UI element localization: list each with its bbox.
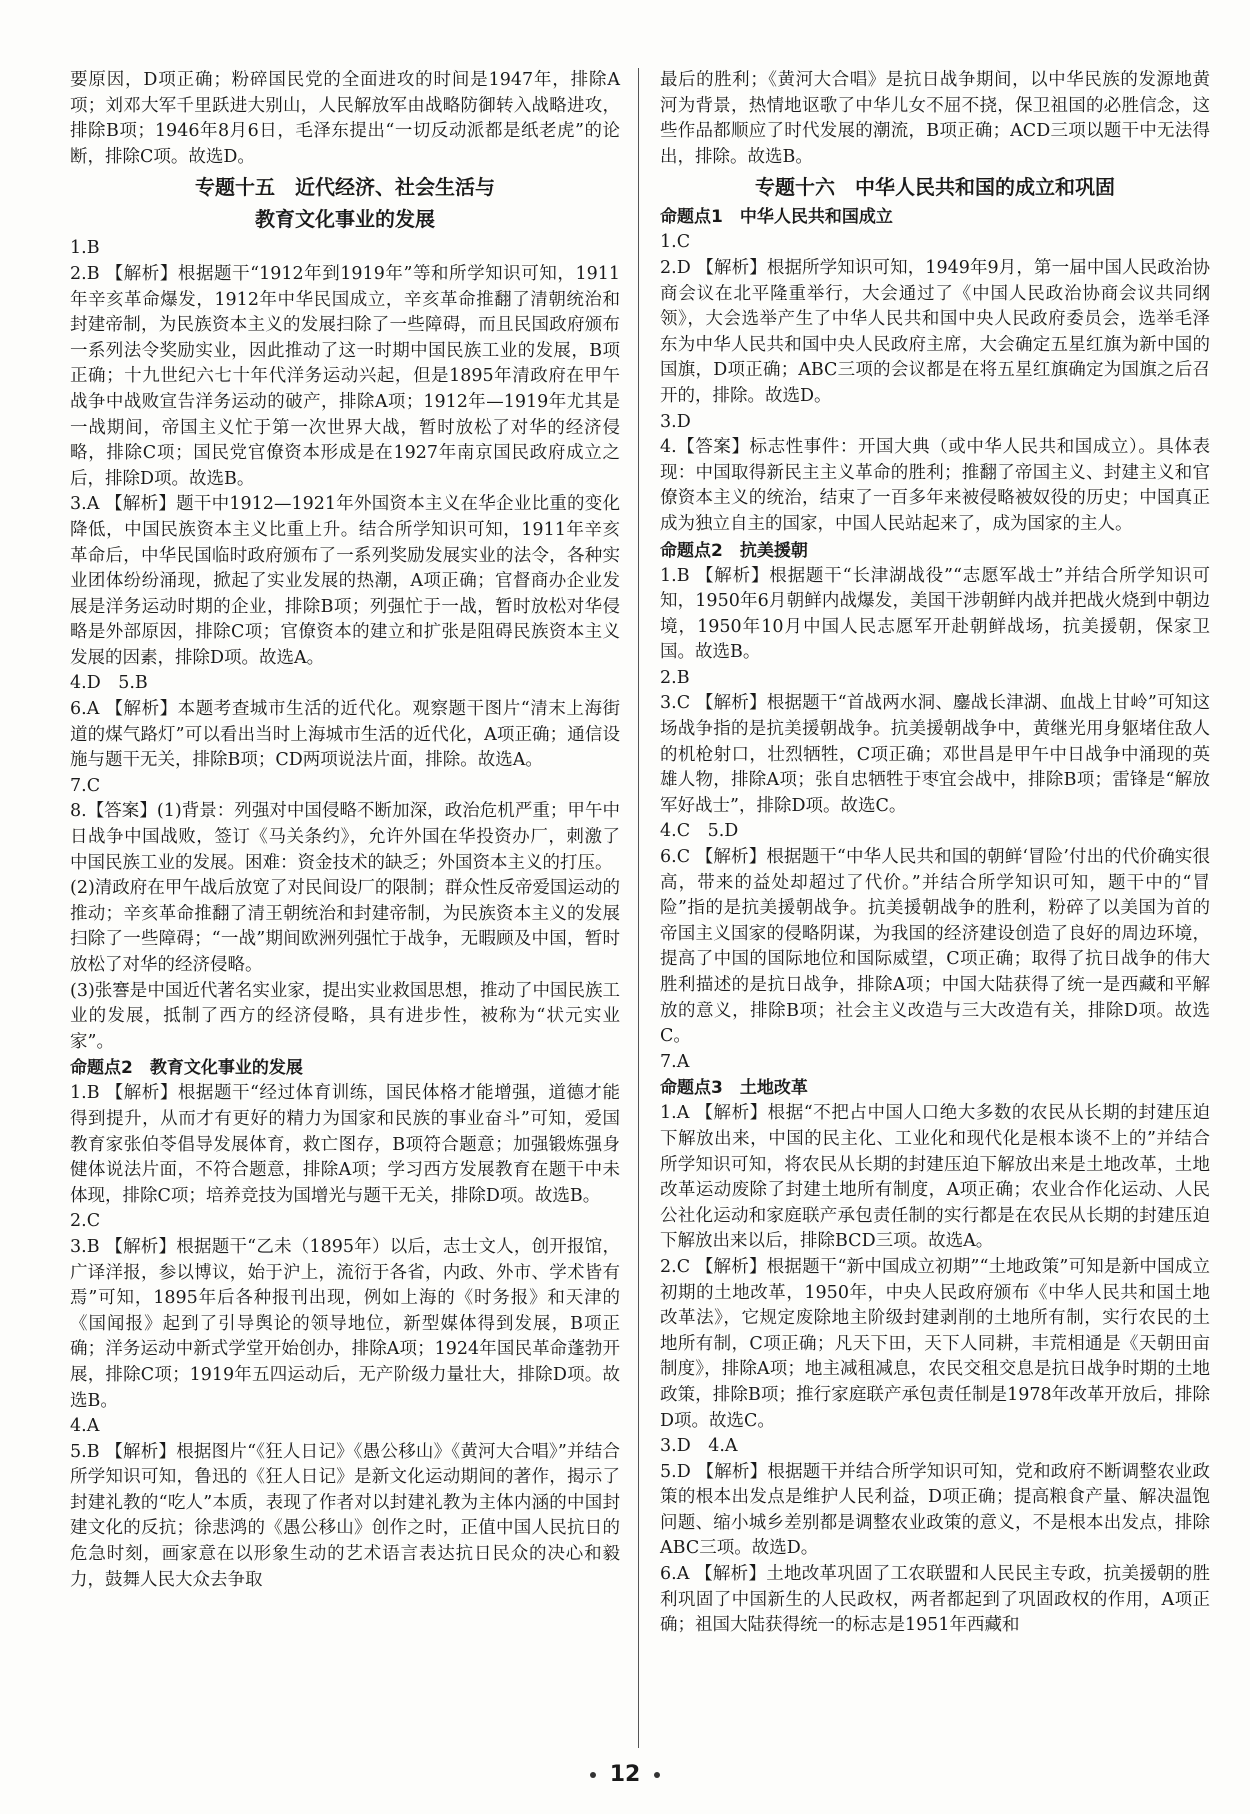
left-paragraph: 7.C [70, 775, 101, 796]
page-number [0, 1762, 1250, 1787]
page-number-dot-left [590, 1772, 596, 1778]
left-paragraph: 6.A 【解析】本题考查城市生活的近代化。观察题干图片“清末上海街道的煤气路灯”可以看出当时上海城市生活的近代化，A项正确；通信设施与题干无关，排除B项；CD两项说法片面，排除。故选A。 [70, 699, 620, 771]
left-paragraph: 3.A 【解析】题干中1912—1921年外国资本主义在华企业比重的变化降低，中国民族资本主义比重上升。结合所学知识可知，1911年辛亥革命后，中华民国临时政府颁布了一系列奖励发展实业的法令，各种实业团体纷纷涌现，掀起了实业发展的热潮，A项正确；官督商办企业发展是洋务运动时期的企业，排除B项；列强忙于一战，暂时放松对华侵略是外部原因，排除C项；官僚资本的建立和扩张是阻碍民族资本主义发展的因素，排除D项。故选A。 [70, 494, 620, 668]
left-heading: 命题点2 教育文化事业的发展 [70, 1058, 303, 1079]
left-paragraph: 8.【答案】(1)背景：列强对中国侵略不断加深，政治危机严重；甲午中日战争中国战败，签订《马关条约》，允许外国在华投资办厂，刺激了中国民族工业的发展。困难：资金技术的缺乏；外国资本主义的打压。 [70, 801, 620, 873]
right-paragraph: 6.C 【解析】根据题干“中华人民共和国的朝鲜‘冒险’付出的代价确实很高，带来的益处却超过了代价。”并结合所学知识可知，题干中的“冒险”指的是抗美援朝战争。抗美援朝战争的胜利，粉碎了以美国为首的帝国主义国家的侵略阴谋，为我国的经济建设创造了良好的周边环境，提高了中国的国际地位和国际威望，C项正确；取得了抗日战争的伟大胜利描述的是抗日战争，排除A项；中国大陆获得了统一是西藏和平解放的意义，排除B项；社会主义改造与三大改造有关，排除D项。故选C。 [660, 847, 1210, 1047]
right-paragraph: 6.A 【解析】土地改革巩固了工农联盟和人民民主专政，抗美援朝的胜利巩固了中国新生的人民政权，两者都起到了巩固政权的作用，A项正确；祖国大陆获得统一的标志是1951年西藏和 [660, 1564, 1210, 1636]
right-column [660, 68, 1210, 1639]
right-heading: 命题点2 抗美援朝 [660, 540, 808, 561]
right-paragraph: 2.D 【解析】根据所学知识可知，1949年9月，第一届中国人民政治协商会议在北平隆重举行，大会通过了《中国人民政治协商会议共同纲领》，大会选举产生了中华人民共和国中央人民政府委员会，选举毛泽东为中华人民共和国中央人民政府主席，大会确定五星红旗为新中国的国旗，D项正确；ABC三项的会议都是在将五星红旗确定为国旗之后召开的，排除。故选D。 [660, 257, 1210, 406]
right-paragraph: 5.D 【解析】根据题干并结合所学知识可知，党和政府不断调整农业政策的根本出发点是维护人民利益，D项正确；提高粮食产量、解决温饱问题、缩小城乡差别都是调整农业政策的意义，不是根本出发点，排除ABC三项。故选D。 [660, 1461, 1210, 1559]
right-heading: 命题点1 中华人民共和国成立 [660, 207, 893, 228]
left-paragraph: 4.D 5.B [70, 673, 148, 694]
column-divider [638, 68, 639, 1748]
left-paragraph: 2.C [70, 1211, 101, 1232]
right-paragraph: 1.A 【解析】根据“不把占中国人口绝大多数的农民从长期的封建压迫下解放出来，中国的民主化、工业化和现代化是根本谈不上的”并结合所学知识可知，将农民从长期的封建压迫下解放出来是土地改革，土地改革运动废除了封建土地所有制度，A项正确；农业合作化运动、人民公社化运动和家庭联产承包责任制的实行都是在农民从长期的封建压迫下解放出来以后，排除BCD三项。故选A。 [660, 1103, 1210, 1252]
left-paragraph: 5.B 【解析】根据图片“《狂人日记》《愚公移山》《黄河大合唱》”并结合所学知识可知，鲁迅的《狂人日记》是新文化运动期间的著作，揭示了封建礼教的“吃人”本质，表现了作者对以封建礼教为主体内涵的中国封建文化的反抗；徐悲鸿的《愚公移山》创作之时，正值中国人民抗日的危急时刻，画家意在以形象生动的艺术语言表达抗日民众的决心和毅力，鼓舞人民大众去争取 [70, 1441, 620, 1590]
page-number-dot-right [654, 1772, 660, 1778]
right-paragraph: 1.B 【解析】根据题干“长津湖战役”“志愿军战士”并结合所学知识可知，1950年6月朝鲜内战爆发，美国干涉朝鲜内战并把战火烧到中朝边境，1950年10月中国人民志愿军开赴朝鲜战场，抗美援朝，保家卫国。故选B。 [660, 565, 1210, 663]
page-number-text: 12 [609, 1762, 641, 1787]
left-paragraph: (3)张謇是中国近代著名实业家，提出实业救国思想，推动了中国民族工业的发展，抵制了西方的经济侵略，具有进步性，被称为“状元实业家”。 [70, 980, 620, 1052]
left-paragraph: (2)清政府在甲午战后放宽了对民间设厂的限制；群众性反帝爱国运动的推动；辛亥革命推翻了清王朝统治和封建帝制，为民族资本主义的发展扫除了一些障碍；“一战”期间欧洲列强忙于战争，无暇顾及中国，暂时放松了对华的经济侵略。 [70, 878, 620, 975]
right-heading: 专题十六 中华人民共和国的成立和巩固 [755, 175, 1115, 200]
left-paragraph: 3.B 【解析】根据题干“乙未（1895年）以后，志士文人，创开报馆，广译洋报，参以博议，始于沪上，流衍于各省，内政、外市、学术皆有焉”可知，1895年后各种报刊出现，例如上海的《时务报》和天津的《国闻报》起到了引导舆论的领导地位，新型媒体得到发展，B项正确；洋务运动中新式学堂开始创办，排除A项；1924年国民革命蓬勃开展，排除C项；1919年五四运动后，无产阶级力量壮大，排除D项。故选B。 [70, 1236, 620, 1411]
right-paragraph: 3.C 【解析】根据题干“首战两水洞、鏖战长津湖、血战上甘岭”可知这场战争指的是抗美援朝战争。抗美援朝战争中，黄继光用身躯堵住敌人的机枪射口，壮烈牺牲，C项正确；邓世昌是甲午中日战争中涌现的英雄人物，排除A项；张自忠牺牲于枣宜会战中，排除B项；雷锋是“解放军好战士”，排除D项。故选C。 [660, 693, 1210, 816]
right-paragraph: 3.D [660, 411, 691, 432]
left-heading: 专题十五 近代经济、社会生活与 [195, 175, 495, 200]
right-heading: 命题点3 土地改革 [660, 1078, 808, 1099]
right-paragraph: 2.C 【解析】根据题干“新中国成立初期”“土地政策”可知是新中国成立初期的土地改革，1950年，中央人民政府颁布《中华人民共和国土地改革法》，它规定废除地主阶级封建剥削的土地所有制，实行农民的土地所有制，C项正确；凡天下田，天下人同耕，丰荒相通是《天朝田亩制度》，排除A项；地主减租减息，农民交租交息是抗日战争时期的土地政策，排除B项；推行家庭联产承包责任制是1978年改革开放后，排除D项。故选C。 [660, 1256, 1210, 1431]
left-paragraph: 4.A [70, 1416, 100, 1437]
right-paragraph: 2.B [660, 667, 690, 688]
left-column [70, 68, 620, 1593]
left-heading: 教育文化事业的发展 [255, 207, 435, 232]
right-paragraph: 4.C 5.D [660, 821, 739, 842]
right-paragraph: 7.A [660, 1051, 690, 1072]
left-paragraph: 1.B 【解析】根据题干“经过体育训练，国民体格才能增强，道德才能得到提升，从而才有更好的精力为国家和民族的事业奋斗”可知，爱国教育家张伯苓倡导发展体育，救亡图存，B项符合题意；加强锻炼强身健体说法片面，不符合题意，排除A项；学习西方发展教育在题干中未体现，排除C项；培养竞技为国增光与题干无关，排除D项。故选B。 [70, 1083, 620, 1206]
right-paragraph: 最后的胜利；《黄河大合唱》是抗日战争期间，以中华民族的发源地黄河为背景，热情地讴歌了中华儿女不屈不挠，保卫祖国的必胜信念，这些作品都顺应了时代发展的潮流，B项正确；ACD三项以题干中无法得出，排除。故选B。 [660, 70, 1210, 167]
right-paragraph: 1.C [660, 232, 691, 253]
left-paragraph: 2.B 【解析】根据题干“1912年到1919年”等和所学知识可知，1911年辛亥革命爆发，1912年中华民国成立，辛亥革命推翻了清朝统治和封建帝制，为民族资本主义的发展扫除了一些障碍，而且民国政府颁布一系列法令奖励实业，因此推动了这一时期中国民族工业的发展，B项正确；十九世纪六七十年代洋务运动兴起，但是1895年清政府在甲午战争中战败宣告洋务运动的破产，排除A项；1912年—1919年尤其是一战期间，帝国主义忙于第一次世界大战，暂时放松了对华的经济侵略，排除C项；国民党官僚资本形成是在1927年南京国民政府成立之后，排除D项。故选B。 [70, 263, 620, 489]
answer-page [70, 68, 1210, 1748]
right-paragraph: 4.【答案】标志性事件：开国大典（或中华人民共和国成立）。具体表现：中国取得新民主主义革命的胜利；推翻了帝国主义、封建主义和官僚资本主义的统治，结束了一百多年来被侵略被奴役的历史；中国真正成为独立自主的国家，中国人民站起来了，成为国家的主人。 [660, 437, 1210, 534]
right-paragraph: 3.D 4.A [660, 1436, 738, 1457]
left-paragraph: 要原因，D项正确；粉碎国民党的全面进攻的时间是1947年，排除A项；刘邓大军千里跃进大别山，人民解放军由战略防御转入战略进攻，排除B项；1946年8月6日，毛泽东提出“一切反动派都是纸老虎”的论断，排除C项。故选D。 [70, 70, 620, 167]
left-paragraph: 1.B [70, 238, 100, 259]
